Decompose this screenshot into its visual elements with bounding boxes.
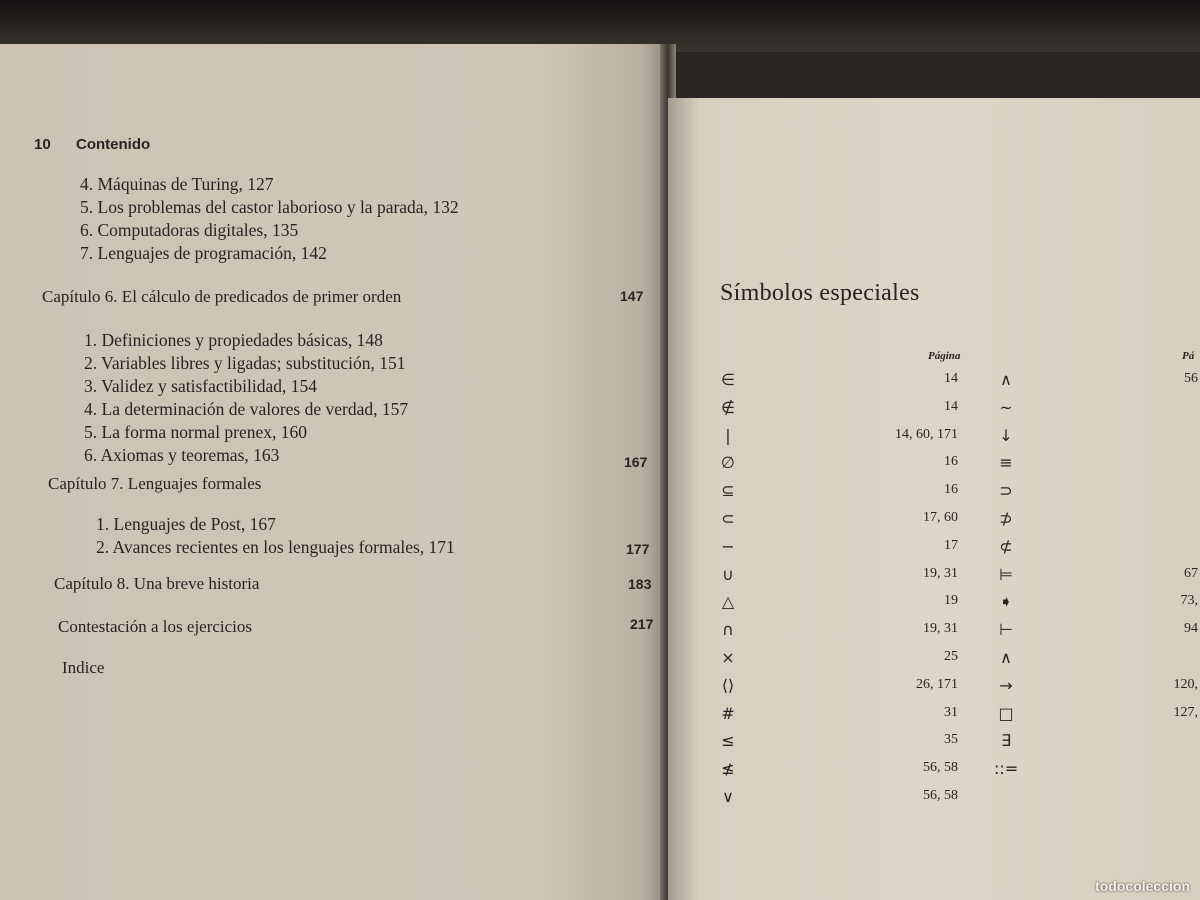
right-page — [668, 98, 1200, 900]
toc-item: 6. Axiomas y teoremas, 163 — [84, 445, 280, 465]
symbol-pages: 127, — [1173, 704, 1198, 720]
answers-title: Contestación a los ejercicios — [58, 617, 253, 636]
symbol-pages: 26, 171 — [916, 676, 958, 692]
toc-item: 2. Avances recientes en los lenguajes formales, 171 — [96, 537, 455, 557]
special-symbols-title: Símbolos especiales — [720, 280, 920, 306]
chapter-6-title: Capítulo 6. El cálculo de predicados de primer orden — [42, 287, 402, 306]
symbol-glyph: ↓ — [999, 425, 1013, 445]
symbol-glyph: ∃ — [1000, 731, 1012, 751]
symbol-glyph: ⊆ — [721, 481, 735, 501]
symbol-pages: 14 — [944, 371, 958, 386]
symbol-pages: 14 — [944, 398, 958, 414]
symbol-glyph: → — [999, 675, 1013, 695]
symbol-pages: 56, 58 — [923, 788, 958, 803]
symbol-pages: 16 — [944, 454, 958, 470]
symbol-pages: 120, — [1173, 676, 1198, 692]
symbol-glyph: ∩ — [722, 620, 734, 640]
toc-item: 5. La forma normal prenex, 160 — [84, 422, 308, 442]
symbol-glyph: ∨ — [722, 787, 734, 806]
symbol-pages: 19 — [944, 593, 958, 609]
symbol-pages: 35 — [944, 732, 958, 748]
chapter-7-title: Capítulo 7. Lenguajes formales — [48, 474, 262, 493]
symbol-pages: 25 — [944, 649, 958, 664]
page-header-title: Contenido — [76, 136, 151, 153]
symbol-pages: 17, 60 — [923, 510, 958, 525]
symbol-glyph: ≰ — [721, 759, 735, 779]
toc-item: 3. Validez y satisfactibilidad, 154 — [84, 376, 317, 396]
chapter-8-page: 183 — [628, 576, 652, 592]
symbol-glyph: ⊢ — [999, 620, 1013, 640]
symbol-pages: 56, 58 — [923, 760, 958, 776]
symbol-glyph: ∧ — [1000, 370, 1012, 389]
symbol-glyph: ⊨ — [999, 564, 1013, 584]
symbol-pages: 73, — [1180, 593, 1198, 609]
symbol-pages: 16 — [944, 482, 958, 498]
page-number-177: 177 — [626, 541, 650, 557]
toc-item: 1. Definiciones y propiedades básicas, 148 — [84, 330, 383, 350]
symbol-pages: 17 — [944, 537, 958, 553]
left-page — [0, 44, 668, 900]
toc-item: 5. Los problemas del castor laborioso y la parada, 132 — [80, 197, 459, 217]
toc-item: 6. Computadoras digitales, 135 — [80, 220, 299, 240]
symbol-pages: 56 — [1184, 371, 1198, 386]
symbol-glyph: ∉ — [721, 397, 735, 417]
symbol-glyph: × — [721, 648, 735, 667]
watermark-text: todocoleccion — [1095, 878, 1190, 894]
page-number: 10 — [34, 136, 51, 153]
symbol-pages: 19, 31 — [923, 621, 958, 637]
answers-page: 217 — [630, 616, 654, 632]
symbol-glyph: ≡ — [999, 453, 1013, 473]
symbol-glyph: ∈ — [721, 370, 735, 389]
symbol-glyph: ∅ — [721, 453, 735, 473]
chapter-7-page: 167 — [624, 454, 648, 470]
symbol-glyph: ⊄ — [999, 536, 1013, 556]
chapter-8-title: Capítulo 8. Una breve historia — [54, 574, 260, 593]
index-title: Indice — [62, 658, 105, 677]
symbol-pages: 67 — [1184, 565, 1198, 581]
symbol-glyph: □ — [998, 703, 1014, 723]
symbol-glyph: ➧ — [999, 592, 1013, 612]
chapter-6-page: 147 — [620, 288, 644, 304]
symbol-glyph: | — [725, 425, 731, 445]
symbol-glyph: ~ — [999, 397, 1013, 417]
symbol-pages: 94 — [1184, 621, 1198, 637]
symbol-pages: 31 — [944, 704, 958, 720]
symbol-glyph: ≤ — [721, 731, 735, 751]
symbol-glyph: ∪ — [722, 564, 734, 584]
symbol-pages: 14, 60, 171 — [895, 426, 958, 442]
symbol-glyph: ::= — [994, 759, 1019, 779]
toc-item: 4. La determinación de valores de verdad, 157 — [84, 399, 409, 419]
toc-item: 2. Variables libres y ligadas; substitución, 151 — [84, 353, 406, 373]
symbol-glyph: ⊅ — [999, 509, 1013, 528]
toc-item: 4. Máquinas de Turing, 127 — [80, 174, 274, 194]
symbol-glyph: ⟨⟩ — [721, 675, 735, 695]
page-column-header-2: Pá — [1182, 350, 1195, 362]
page-column-header: Página — [928, 350, 961, 362]
symbol-glyph: − — [721, 536, 735, 556]
symbol-glyph: ⊂ — [721, 509, 735, 528]
symbol-glyph: ⊃ — [999, 481, 1013, 501]
symbol-glyph: △ — [721, 592, 735, 612]
symbol-pages: 19, 31 — [923, 565, 958, 581]
symbol-glyph: ∧ — [1000, 648, 1012, 667]
symbol-glyph: # — [721, 703, 735, 723]
toc-item: 7. Lenguajes de programación, 142 — [80, 243, 327, 263]
toc-item: 1. Lenguajes de Post, 167 — [96, 514, 276, 534]
